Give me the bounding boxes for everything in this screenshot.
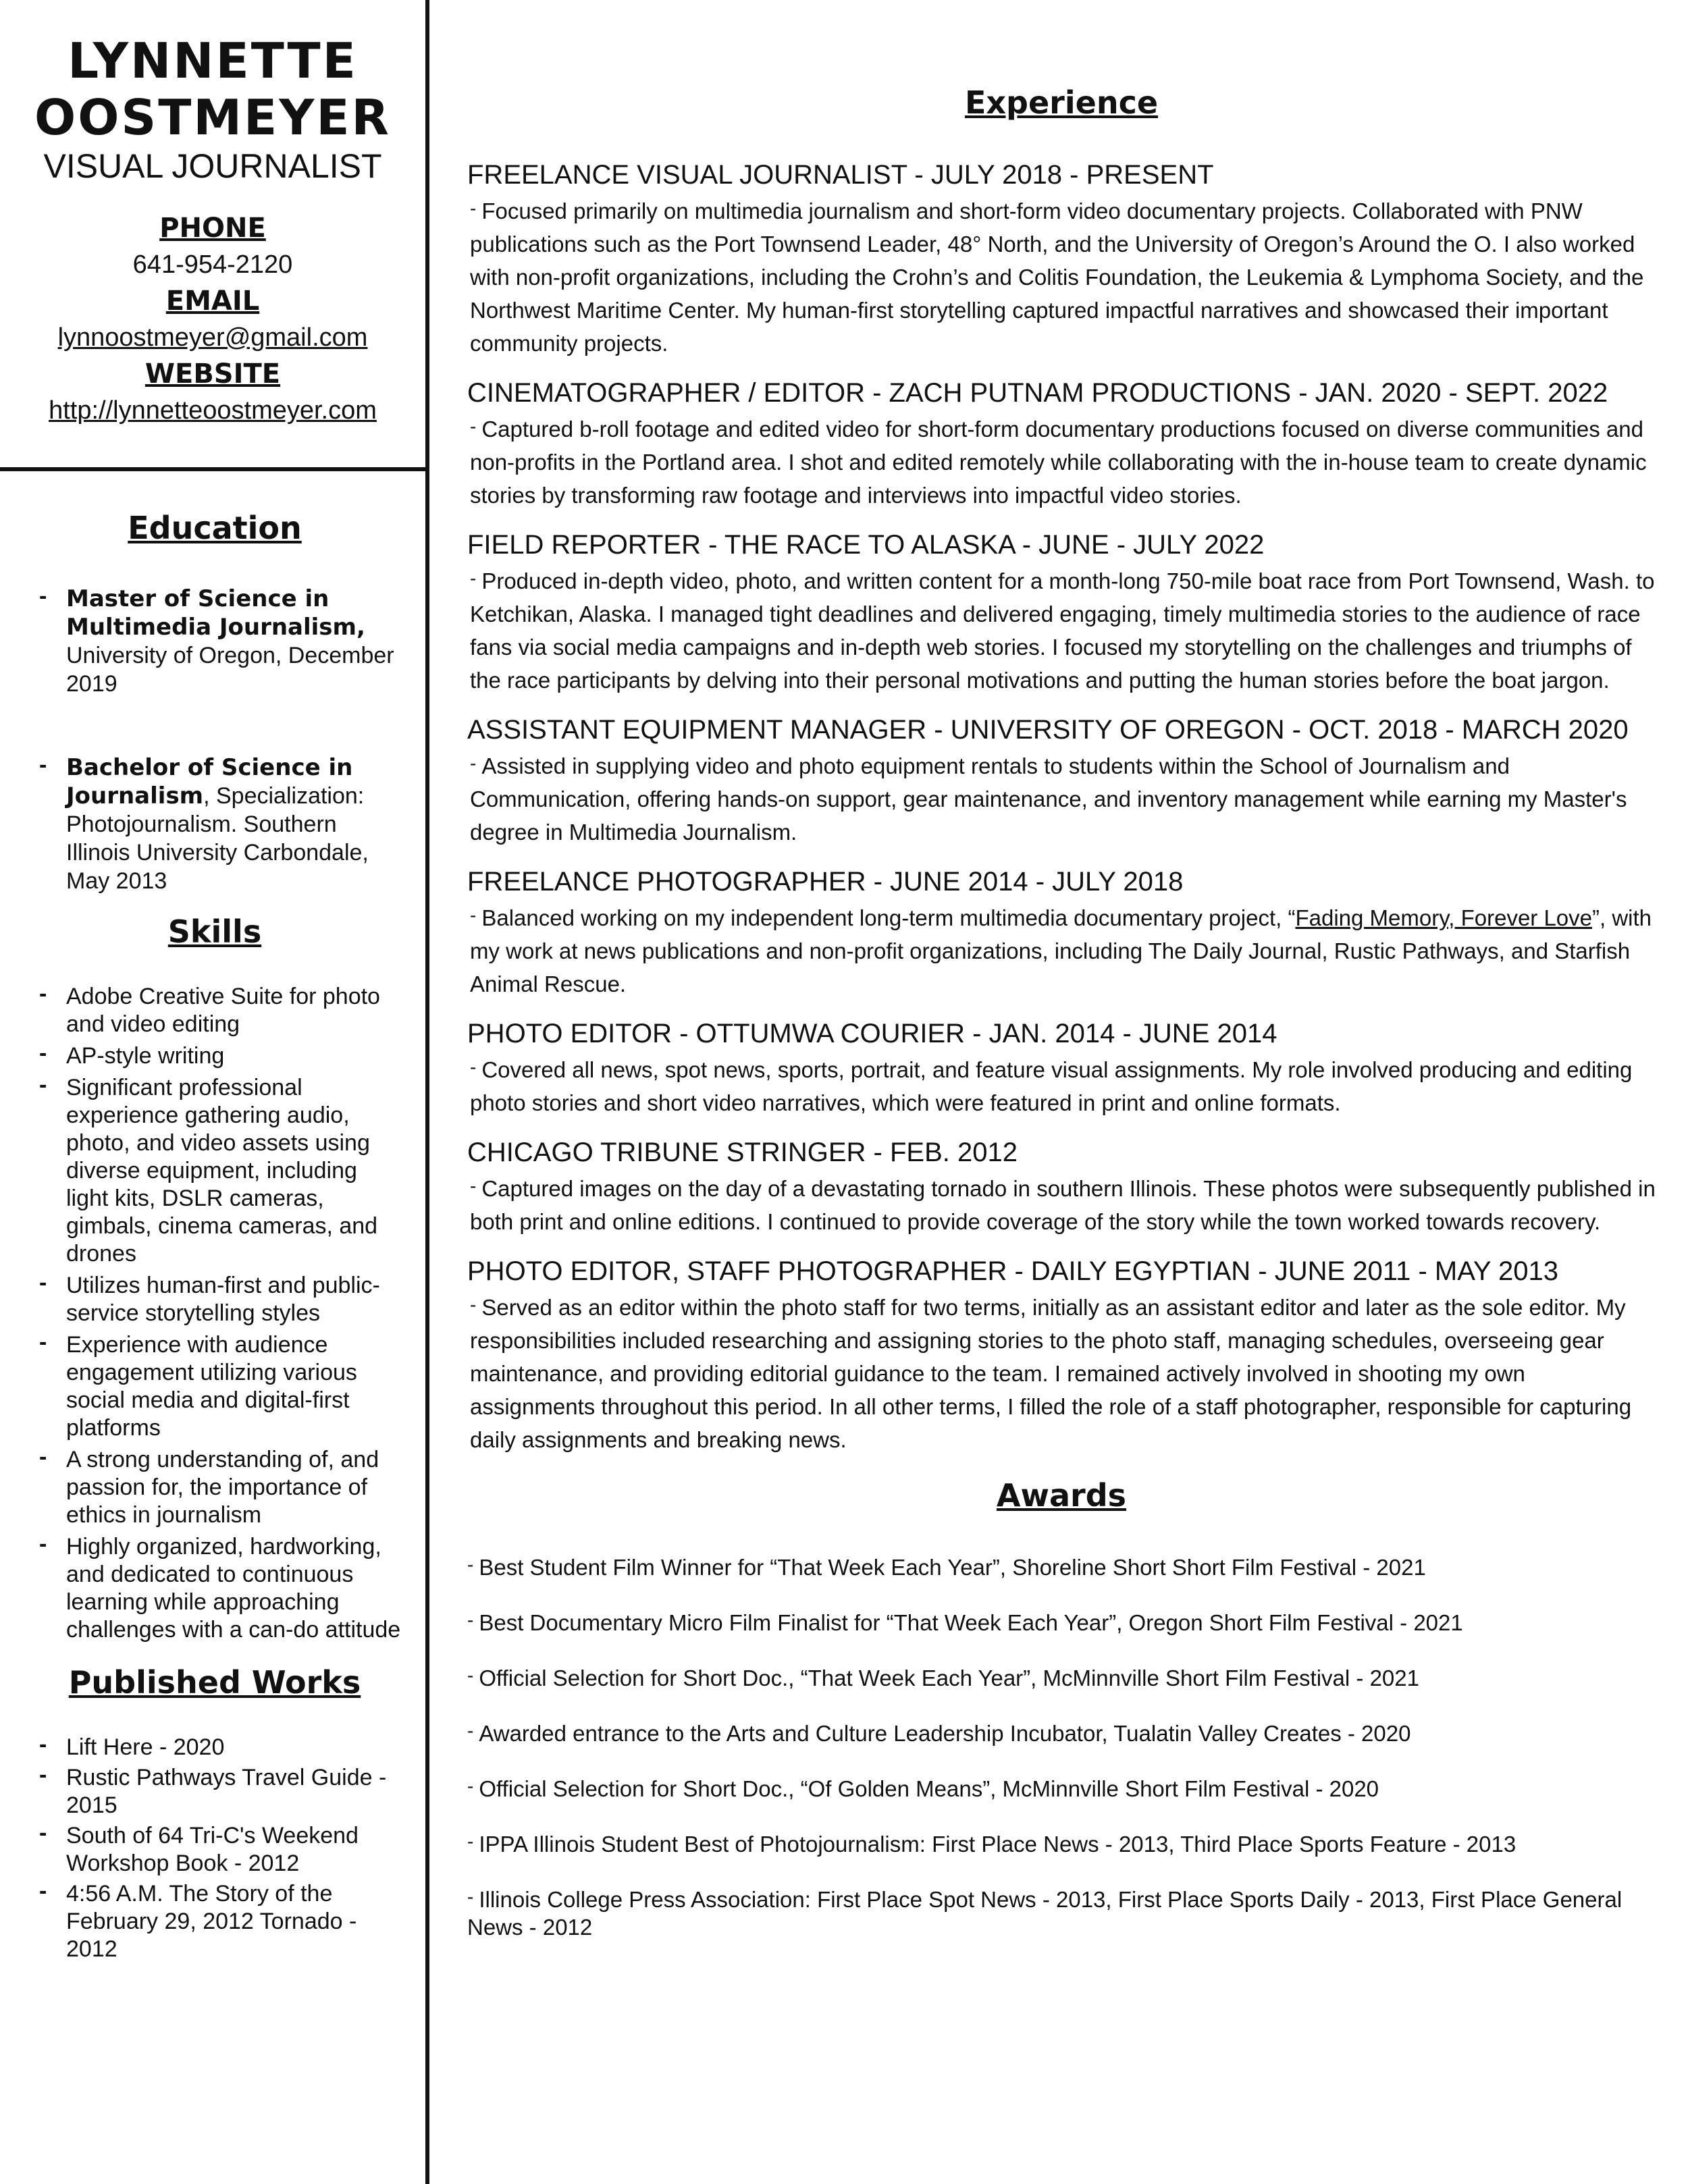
skill-item [32,1272,402,1327]
award-text: Awarded entrance to the Arts and Culture Leadership Incubator, Tualatin Valley Creates - 2020 [479,1721,1411,1746]
skill-text: Highly organized, hardworking, and dedicated to continuous learning while approaching challenges with a can-do attitude [66,1534,401,1643]
skill-item [32,1533,402,1644]
bullet-dash: - [39,1878,47,1904]
education-section [0,508,429,895]
bullet-dash: - [467,1665,474,1686]
job-description [467,1169,1656,1238]
award-text: Illinois College Press Association: First Place Spot News - 2013, First Place Sports Daily - 2013, First Place General News - 2012 [467,1887,1623,1940]
bullet-dash: - [470,753,477,774]
job-desc-text: Assisted in supplying video and photo equipment rentals to students within the School of Journalism and Communication, offering hands-on support, gear maintenance, and inventory management while earning my Master's degree in Multimedia Journalism. [470,753,1627,845]
job-description [467,1288,1656,1456]
skill-text: A strong understanding of, and passion for, the importance of ethics in journalism [66,1447,379,1528]
project-link[interactable]: Fading Memory, Forever Love [1295,905,1593,930]
skill-text: Experience with audience engagement utilizing various social media and digital-first platforms [66,1332,357,1441]
job-entry [467,376,1656,512]
job-entry [467,1254,1656,1456]
award-item [467,1661,1656,1692]
job-title: FREELANCE PHOTOGRAPHER - JUNE 2014 - JULY 2018 [467,867,1184,897]
awards-list [467,1551,1656,1941]
skill-item [32,1074,402,1268]
job-desc-post: ”, with my work at news publications and non-profit organizations, including The Daily Journal, Rustic Pathways, and Starfish Animal Rescue. [470,905,1652,996]
job-description [467,899,1656,1001]
bullet-dash: - [470,905,477,926]
job-desc-text: Focused primarily on multimedia journalism and short-form video documentary projects. Collaborated with PNW publications such as the Port Townsend Leader, 48° North, and the University of Oregon’s Around the O. I also worked with non-profit organizations, including the Crohn’s and Colitis Foundation, the Leukemia & Lymphoma Society, and the Northwest Maritime Center. My human-first storytelling captured impactful narratives and showcased their important community projects. [470,198,1644,356]
degree-name: Bachelor of Science in Journalism [66,754,353,809]
skill-item [32,983,402,1038]
education-item [32,585,402,698]
award-text: Official Selection for Short Doc., “Of Golden Means”, McMinnville Short Film Festival - 2020 [479,1776,1379,1801]
awards-title: Awards [996,1477,1127,1514]
job-desc-text: Captured b-roll footage and edited video for short-form documentary productions focused on diverse communities and non-profits in the Portland area. I shot and edited remotely while collaborating with the in-house team to create dynamic stories by transforming raw footage and interviews into impactful video stories. [470,417,1647,508]
bullet-dash: - [470,416,477,437]
degree-detail: University of Oregon, December 2019 [66,643,394,697]
job-title: CHICAGO TRIBUNE STRINGER - FEB. 2012 [467,1138,1018,1167]
bullet-dash: - [467,1609,474,1630]
skills-section [0,911,429,1644]
bullet-dash: - [470,198,477,219]
skills-title: Skills [167,913,262,950]
job-entry [467,528,1656,697]
website-link[interactable]: http://lynnetteoostmeyer.com [49,396,377,425]
bullet-dash: - [39,1531,47,1557]
published-title: Published Works [68,1664,361,1701]
job-title: FREELANCE VISUAL JOURNALIST - JULY 2018 - PRESENT [467,160,1214,190]
job-title: ASSISTANT EQUIPMENT MANAGER - UNIVERSITY OF OREGON - OCT. 2018 - MARCH 2020 [467,715,1629,745]
award-text: Best Student Film Winner for “That Week Each Year”, Shoreline Short Short Film Festival - 2021 [479,1555,1426,1580]
job-description [467,410,1656,512]
bullet-dash: - [467,1886,474,1907]
published-section [0,1662,429,1963]
bullet-dash: - [39,752,47,778]
award-text: Official Selection for Short Doc., “That Week Each Year”, McMinnville Short Film Festival - 2021 [479,1666,1419,1690]
bullet-dash: - [39,1444,47,1470]
bullet-dash: - [39,1732,47,1757]
name-heading [0,32,425,146]
award-text: Best Documentary Micro Film Finalist for “That Week Each Year”, Oregon Short Film Festival - 2021 [479,1610,1463,1635]
bullet-dash: - [39,583,47,609]
bullet-dash: - [39,1329,47,1355]
job-title: PHOTO EDITOR - OTTUMWA COURIER - JAN. 2014 - JUNE 2014 [467,1019,1277,1048]
published-text: 4:56 A.M. The Story of the February 29, 2012 Tornado - 2012 [66,1881,357,1962]
skill-text: Utilizes human-first and public-service storytelling styles [66,1273,380,1326]
bullet-dash: - [39,1040,47,1066]
bullet-dash: - [470,1057,477,1077]
award-item [467,1883,1656,1941]
role-title: VISUAL JOURNALIST [43,147,382,185]
job-entry [467,865,1656,1001]
bullet-dash: - [39,1820,47,1846]
job-title: PHOTO EDITOR, STAFF PHOTOGRAPHER - DAILY EGYPTIAN - JUNE 2011 - MAY 2013 [467,1256,1558,1286]
education-item [32,753,402,895]
job-desc-text: Served as an editor within the photo staff for two terms, initially as an assistant editor and later as the sole editor. My responsibilities included researching and assigning stories to the photo staff, managing schedules, overseeing gear maintenance, and providing editorial guidance to the team. I remained actively involved in shooting my own assignments throughout this period. In all other terms, I filled the role of a staff photographer, responsible for capturing daily assignments and breaking news. [470,1295,1632,1452]
bullet-dash: - [39,1270,47,1296]
job-description [467,1050,1656,1119]
job-description [467,192,1656,360]
bullet-dash: - [470,1294,477,1315]
job-desc-pre: Balanced working on my independent long-term multimedia documentary project, “ [481,905,1296,930]
degree-detail: , Specialization: Photojournalism. Southern Illinois University Carbondale, May 2013 [66,783,369,894]
job-title: FIELD REPORTER - THE RACE TO ALASKA - JUNE - JULY 2022 [467,530,1265,560]
sidebar-divider [0,467,429,471]
job-desc-text: Captured images on the day of a devastating tornado in southern Illinois. These photos were subsequently published in both print and online editions. I continued to provide coverage of the story while the town worked towards recovery. [470,1176,1656,1234]
degree-name: Master of Science in Multimedia Journalism, [66,585,365,641]
job-entry [467,713,1656,849]
bullet-dash: - [39,1072,47,1098]
bullet-dash: - [470,568,477,589]
published-text: South of 64 Tri-C's Weekend Workshop Book - 2012 [66,1823,359,1876]
job-title: CINEMATOGRAPHER / EDITOR - ZACH PUTNAM PRODUCTIONS - JAN. 2020 - SEPT. 2022 [467,378,1608,408]
bullet-dash: - [39,1762,47,1788]
name-line1: LYNNETTE [68,32,358,89]
published-item [32,1822,402,1877]
skill-text: Significant professional experience gathering audio, photo, and video assets using diverse equipment, including light kits, DSLR cameras, gimbals, cinema cameras, and drones [66,1075,378,1267]
job-desc-text: Produced in-depth video, photo, and written content for a month-long 750-mile boat race from Port Townsend, Wash. to Ketchikan, Alaska. I managed tight deadlines and delivered engaging, timely multimedia stories to the audience of race fans via social media campaigns and in-depth web stories. I focused my storytelling on the challenges and triumphs of the race participants by delving into their personal motivations and putting the human stories before the boat jargon. [470,568,1655,693]
published-item [32,1764,402,1819]
job-entry [467,1136,1656,1238]
job-desc-text: Covered all news, spot news, sports, portrait, and feature visual assignments. My role involved producing and editing photo stories and short video narratives, which were featured in print and online formats. [470,1057,1633,1115]
award-item [467,1772,1656,1803]
bullet-dash: - [467,1831,474,1852]
job-description [467,747,1656,849]
email-link[interactable]: lynnoostmeyer@gmail.com [57,323,368,352]
job-entry [467,1017,1656,1119]
published-list [0,1734,429,1963]
website-label: WEBSITE [144,358,281,390]
published-text: Lift Here - 2020 [66,1734,225,1760]
award-text: IPPA Illinois Student Best of Photojournalism: First Place News - 2013, Third Place Sports Feature - 2013 [479,1832,1516,1857]
award-item [467,1828,1656,1858]
bullet-dash: - [467,1720,474,1741]
award-item [467,1717,1656,1747]
bullet-dash: - [39,981,47,1007]
main-column [467,0,1656,1941]
published-text: Rustic Pathways Travel Guide - 2015 [66,1765,387,1818]
education-list [0,585,429,895]
name-line2: OOSTMEYER [34,89,391,146]
skill-text: AP-style writing [66,1043,225,1069]
published-item [32,1880,402,1963]
phone-label: PHONE [159,213,266,244]
job-description [467,562,1656,697]
experience-title: Experience [964,84,1159,121]
experience-list [467,158,1656,1456]
phone-value: 641-954-2120 [132,250,293,279]
bullet-dash: - [467,1554,474,1575]
job-entry [467,158,1656,360]
email-label: EMAIL [165,286,260,317]
award-item [467,1551,1656,1581]
sidebar [0,0,429,2184]
award-item [467,1606,1656,1636]
skill-item [32,1446,402,1529]
skill-item [32,1042,402,1070]
published-item [32,1734,402,1761]
contact-block [0,211,425,429]
education-title: Education [128,510,302,546]
skill-item [32,1331,402,1442]
skill-text: Adobe Creative Suite for photo and video editing [66,984,380,1037]
bullet-dash: - [467,1776,474,1796]
bullet-dash: - [470,1175,477,1196]
skills-list [0,983,429,1644]
